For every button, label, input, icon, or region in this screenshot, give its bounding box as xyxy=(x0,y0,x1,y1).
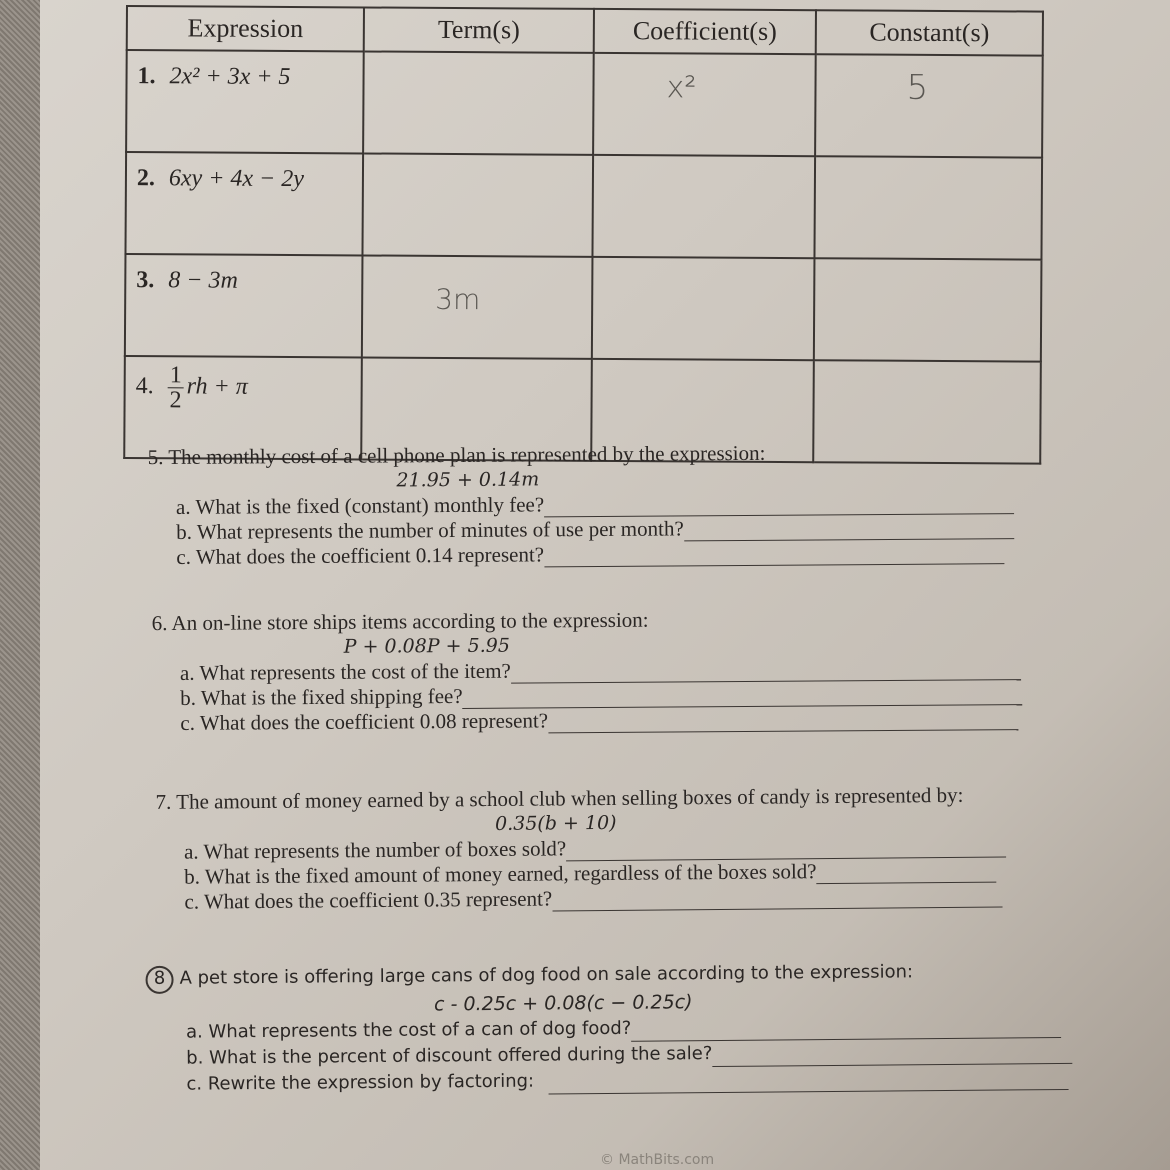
part-text: a. What is the fixed (constant) monthly fee? xyxy=(175,492,545,519)
coefficients-cell[interactable] xyxy=(593,53,816,156)
coefficients-cell[interactable] xyxy=(592,155,815,258)
header-coefficients: Coefficient(s) xyxy=(594,9,816,54)
expression-cell xyxy=(126,50,364,153)
table-row xyxy=(125,152,1042,260)
answer-blank[interactable] xyxy=(548,709,1018,733)
terms-cell[interactable] xyxy=(362,153,593,256)
coefficients-cell[interactable] xyxy=(592,257,815,360)
part-text: a. What represents the cost of a can of dog food? xyxy=(185,1017,632,1043)
answer-blank[interactable] xyxy=(684,518,1014,541)
constants-cell[interactable] xyxy=(814,258,1042,361)
fraction-denominator: 2 xyxy=(169,387,182,414)
expression-cell xyxy=(125,152,363,255)
expression-table xyxy=(123,5,1044,465)
question-expression: c - 0.25c + 0.08(c − 0.25c) xyxy=(433,991,693,1016)
part-text: c. What does the coefficient 0.35 represent? xyxy=(184,886,553,914)
expression-text: 6xy + 4x − 2y xyxy=(168,165,305,193)
row-number: 1. xyxy=(137,63,156,90)
fraction-numerator: 1 xyxy=(169,362,182,389)
part-text: b. What represents the number of minutes of use per month? xyxy=(176,516,684,544)
answer-blank[interactable] xyxy=(544,543,1004,567)
question-5 xyxy=(148,439,1049,570)
answer-blank[interactable] xyxy=(552,887,1002,912)
header-terms: Term(s) xyxy=(364,7,594,52)
expression-text: 8 − 3m xyxy=(168,267,238,294)
question-stem: 5. The monthly cost of a cell phone plan is represented by the expression: xyxy=(147,440,766,470)
question-6 xyxy=(152,605,1053,736)
question-7 xyxy=(155,782,1056,915)
constants-cell[interactable] xyxy=(814,156,1042,259)
part-text: a. What represents the cost of the item? xyxy=(179,658,511,685)
table-header-row xyxy=(127,6,1043,56)
table-surface-edge xyxy=(0,0,40,1170)
circled-number: 8 xyxy=(145,966,173,994)
part-text: c. What does the coefficient 0.14 represent? xyxy=(176,542,545,569)
terms-cell[interactable] xyxy=(362,255,593,358)
table-row xyxy=(126,50,1043,158)
expression-text: 2x² + 3x + 5 xyxy=(169,63,291,91)
fraction xyxy=(168,363,184,412)
handwritten-constant: 5 xyxy=(906,67,929,108)
question-expression: 0.35(b + 10) xyxy=(494,811,617,835)
part-text: b. What is the fixed shipping fee? xyxy=(180,683,463,710)
answer-blank[interactable] xyxy=(816,862,996,885)
question-stem xyxy=(145,961,913,989)
part-text: c. Rewrite the expression by factoring: xyxy=(186,1070,535,1095)
part-text: b. What is the percent of discount offered during the sale? xyxy=(186,1043,713,1069)
footer-credit: © MathBits.com xyxy=(600,1152,715,1168)
part-text: a. What represents the number of boxes sold? xyxy=(183,836,567,864)
row-number: 3. xyxy=(136,267,155,294)
expression-cell xyxy=(125,254,363,357)
header-constants: Constant(s) xyxy=(816,10,1043,55)
question-expression: P + 0.08P + 5.95 xyxy=(343,634,510,658)
constants-cell[interactable] xyxy=(815,54,1043,157)
row-number: 4. xyxy=(135,373,154,400)
stem-text: A pet store is offering large cans of dog food on sale according to the expression: xyxy=(179,961,914,989)
handwritten-coefficient: x² xyxy=(666,70,697,106)
terms-cell[interactable] xyxy=(363,51,594,154)
question-8 xyxy=(145,958,1061,1098)
question-expression: 21.95 + 0.14m xyxy=(396,468,540,492)
expression-text: rh + π xyxy=(186,373,248,400)
part-text: b. What is the fixed amount of money earned, regardless of the boxes sold? xyxy=(184,859,817,889)
header-expression: Expression xyxy=(127,6,364,51)
table-row xyxy=(125,254,1042,362)
question-stem: 6. An on-line store ships items according to the expression: xyxy=(151,607,649,636)
question-stem: 7. The amount of money earned by a school club when selling boxes of candy is represented by: xyxy=(155,782,964,814)
part-text: c. What does the coefficient 0.08 represent? xyxy=(180,708,549,735)
handwritten-terms: 3m xyxy=(435,282,481,317)
row-number: 2. xyxy=(136,165,156,192)
